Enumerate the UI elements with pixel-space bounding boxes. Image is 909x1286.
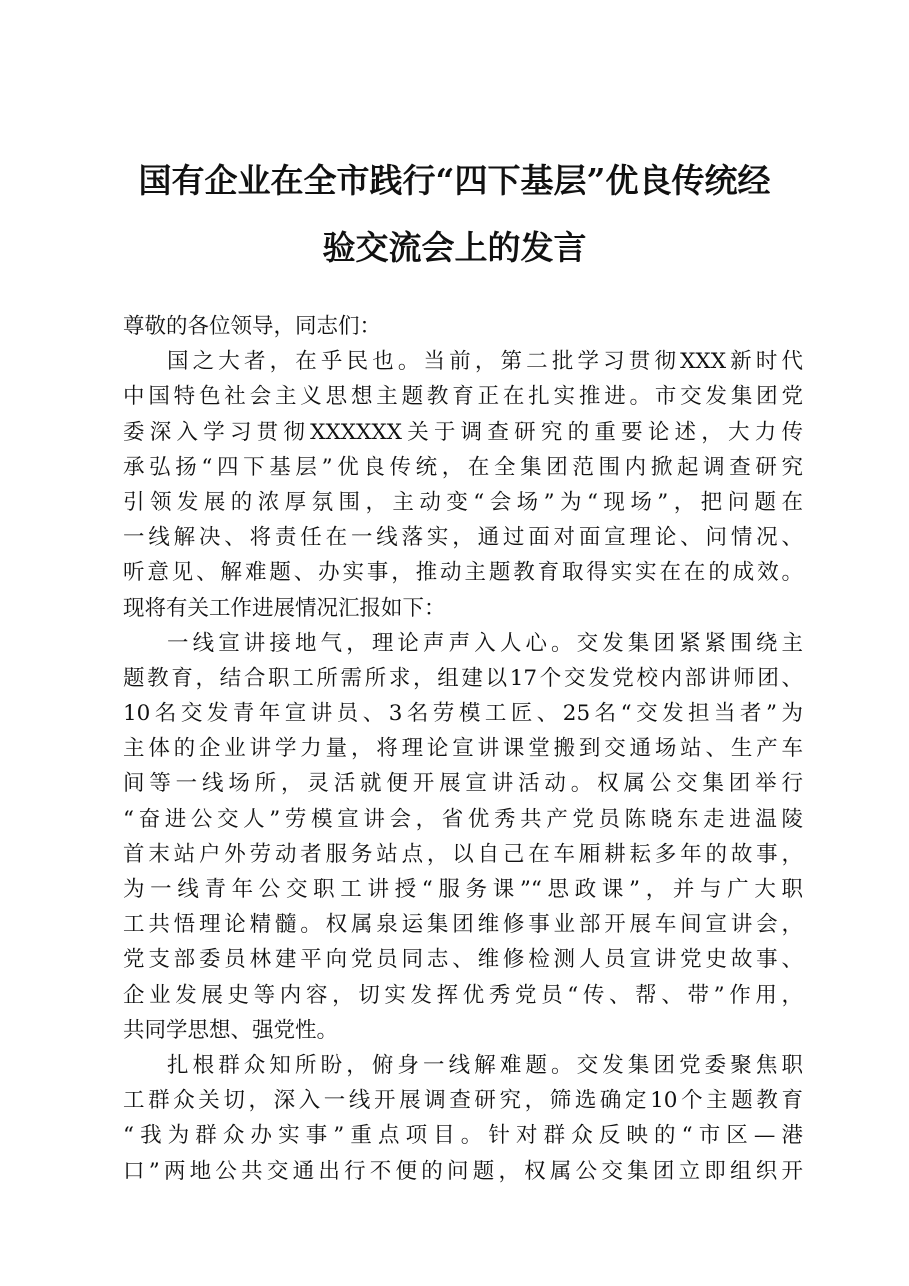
paragraph-1-line-3: 委深入学习贯彻XXXXXX关于调查研究的重要论述，大力传 xyxy=(123,419,803,445)
paragraph-2-line-8: 为一线青年公交职工讲授“服务课”“思政课”，并与广大职 xyxy=(123,877,803,902)
document-title-line-2: 验交流会上的发言 xyxy=(322,228,587,267)
salutation: 尊敬的各位领导，同志们： xyxy=(123,314,382,339)
paragraph-2-line-1: 一线宣讲接地气，理论声声入人心。交发集团紧紧围绕主 xyxy=(167,630,803,656)
paragraph-3-line-2: 工群众关切，深入一线开展调查研究，筛选确定10个主题教育 xyxy=(123,1088,803,1114)
paragraph-1-line-1: 国之大者，在乎民也。当前，第二批学习贯彻XXX新时代 xyxy=(167,349,803,375)
paragraph-2-line-2: 题教育，结合职工所需所求，组建以17个交发党校内部讲师团、 xyxy=(123,665,803,691)
document-title-line-1: 国有企业在全市践行“四下基层”优良传统经 xyxy=(138,161,771,200)
paragraph-1-line-6: 一线解决、将责任在一线落实，通过面对面宣理论、问情况、 xyxy=(123,525,803,551)
paragraph-1-line-4: 承弘扬“四下基层”优良传统，在全集团范围内掀起调查研究 xyxy=(123,454,803,480)
paragraph-2-line-3: 10名交发青年宣讲员、3名劳模工匠、25名“交发担当者”为 xyxy=(123,701,803,727)
paragraph-2-line-10: 党支部委员林建平向党员同志、维修检测人员宣讲党史故事、 xyxy=(123,947,803,973)
paragraph-2-line-9: 工共悟理论精髓。权属泉运集团维修事业部开展车间宣讲会， xyxy=(123,912,803,938)
paragraph-2-line-12: 共同学思想、强党性。 xyxy=(123,1017,339,1043)
paragraph-3-line-4: 口”两地公共交通出行不便的问题，权属公交集团立即组织开 xyxy=(123,1158,803,1184)
paragraph-1-line-5: 引领发展的浓厚氛围，主动变“会场”为“现场”，把问题在 xyxy=(123,489,803,515)
paragraph-2-line-4: 主体的企业讲学力量，将理论宣讲课堂搬到交通场站、生产车 xyxy=(123,736,803,762)
paragraph-3-line-1: 扎根群众知所盼，俯身一线解难题。交发集团党委聚焦职 xyxy=(167,1052,803,1078)
paragraph-2-line-5: 间等一线场所，灵活就便开展宣讲活动。权属公交集团举行 xyxy=(123,771,803,797)
paragraph-1-line-7: 听意见、解难题、办实事，推动主题教育取得实实在在的成效。 xyxy=(123,560,803,586)
paragraph-2-line-7: 首末站户外劳动者服务站点，以自己在车厢耕耘多年的故事， xyxy=(123,841,803,867)
document-body xyxy=(123,309,803,1189)
paragraph-2-line-6: “奋进公交人”劳模宣讲会，省优秀共产党员陈晓东走进温陵 xyxy=(123,806,803,832)
paragraph-2-line-11: 企业发展史等内容，切实发挥优秀党员“传、帮、带”作用， xyxy=(123,982,803,1008)
paragraph-1-line-2: 中国特色社会主义思想主题教育正在扎实推进。市交发集团党 xyxy=(123,384,803,410)
paragraph-3-line-3: “我为群众办实事”重点项目。针对群众反映的“市区—港 xyxy=(123,1123,803,1149)
paragraph-1-line-8: 现将有关工作进展情况汇报如下： xyxy=(123,595,446,621)
